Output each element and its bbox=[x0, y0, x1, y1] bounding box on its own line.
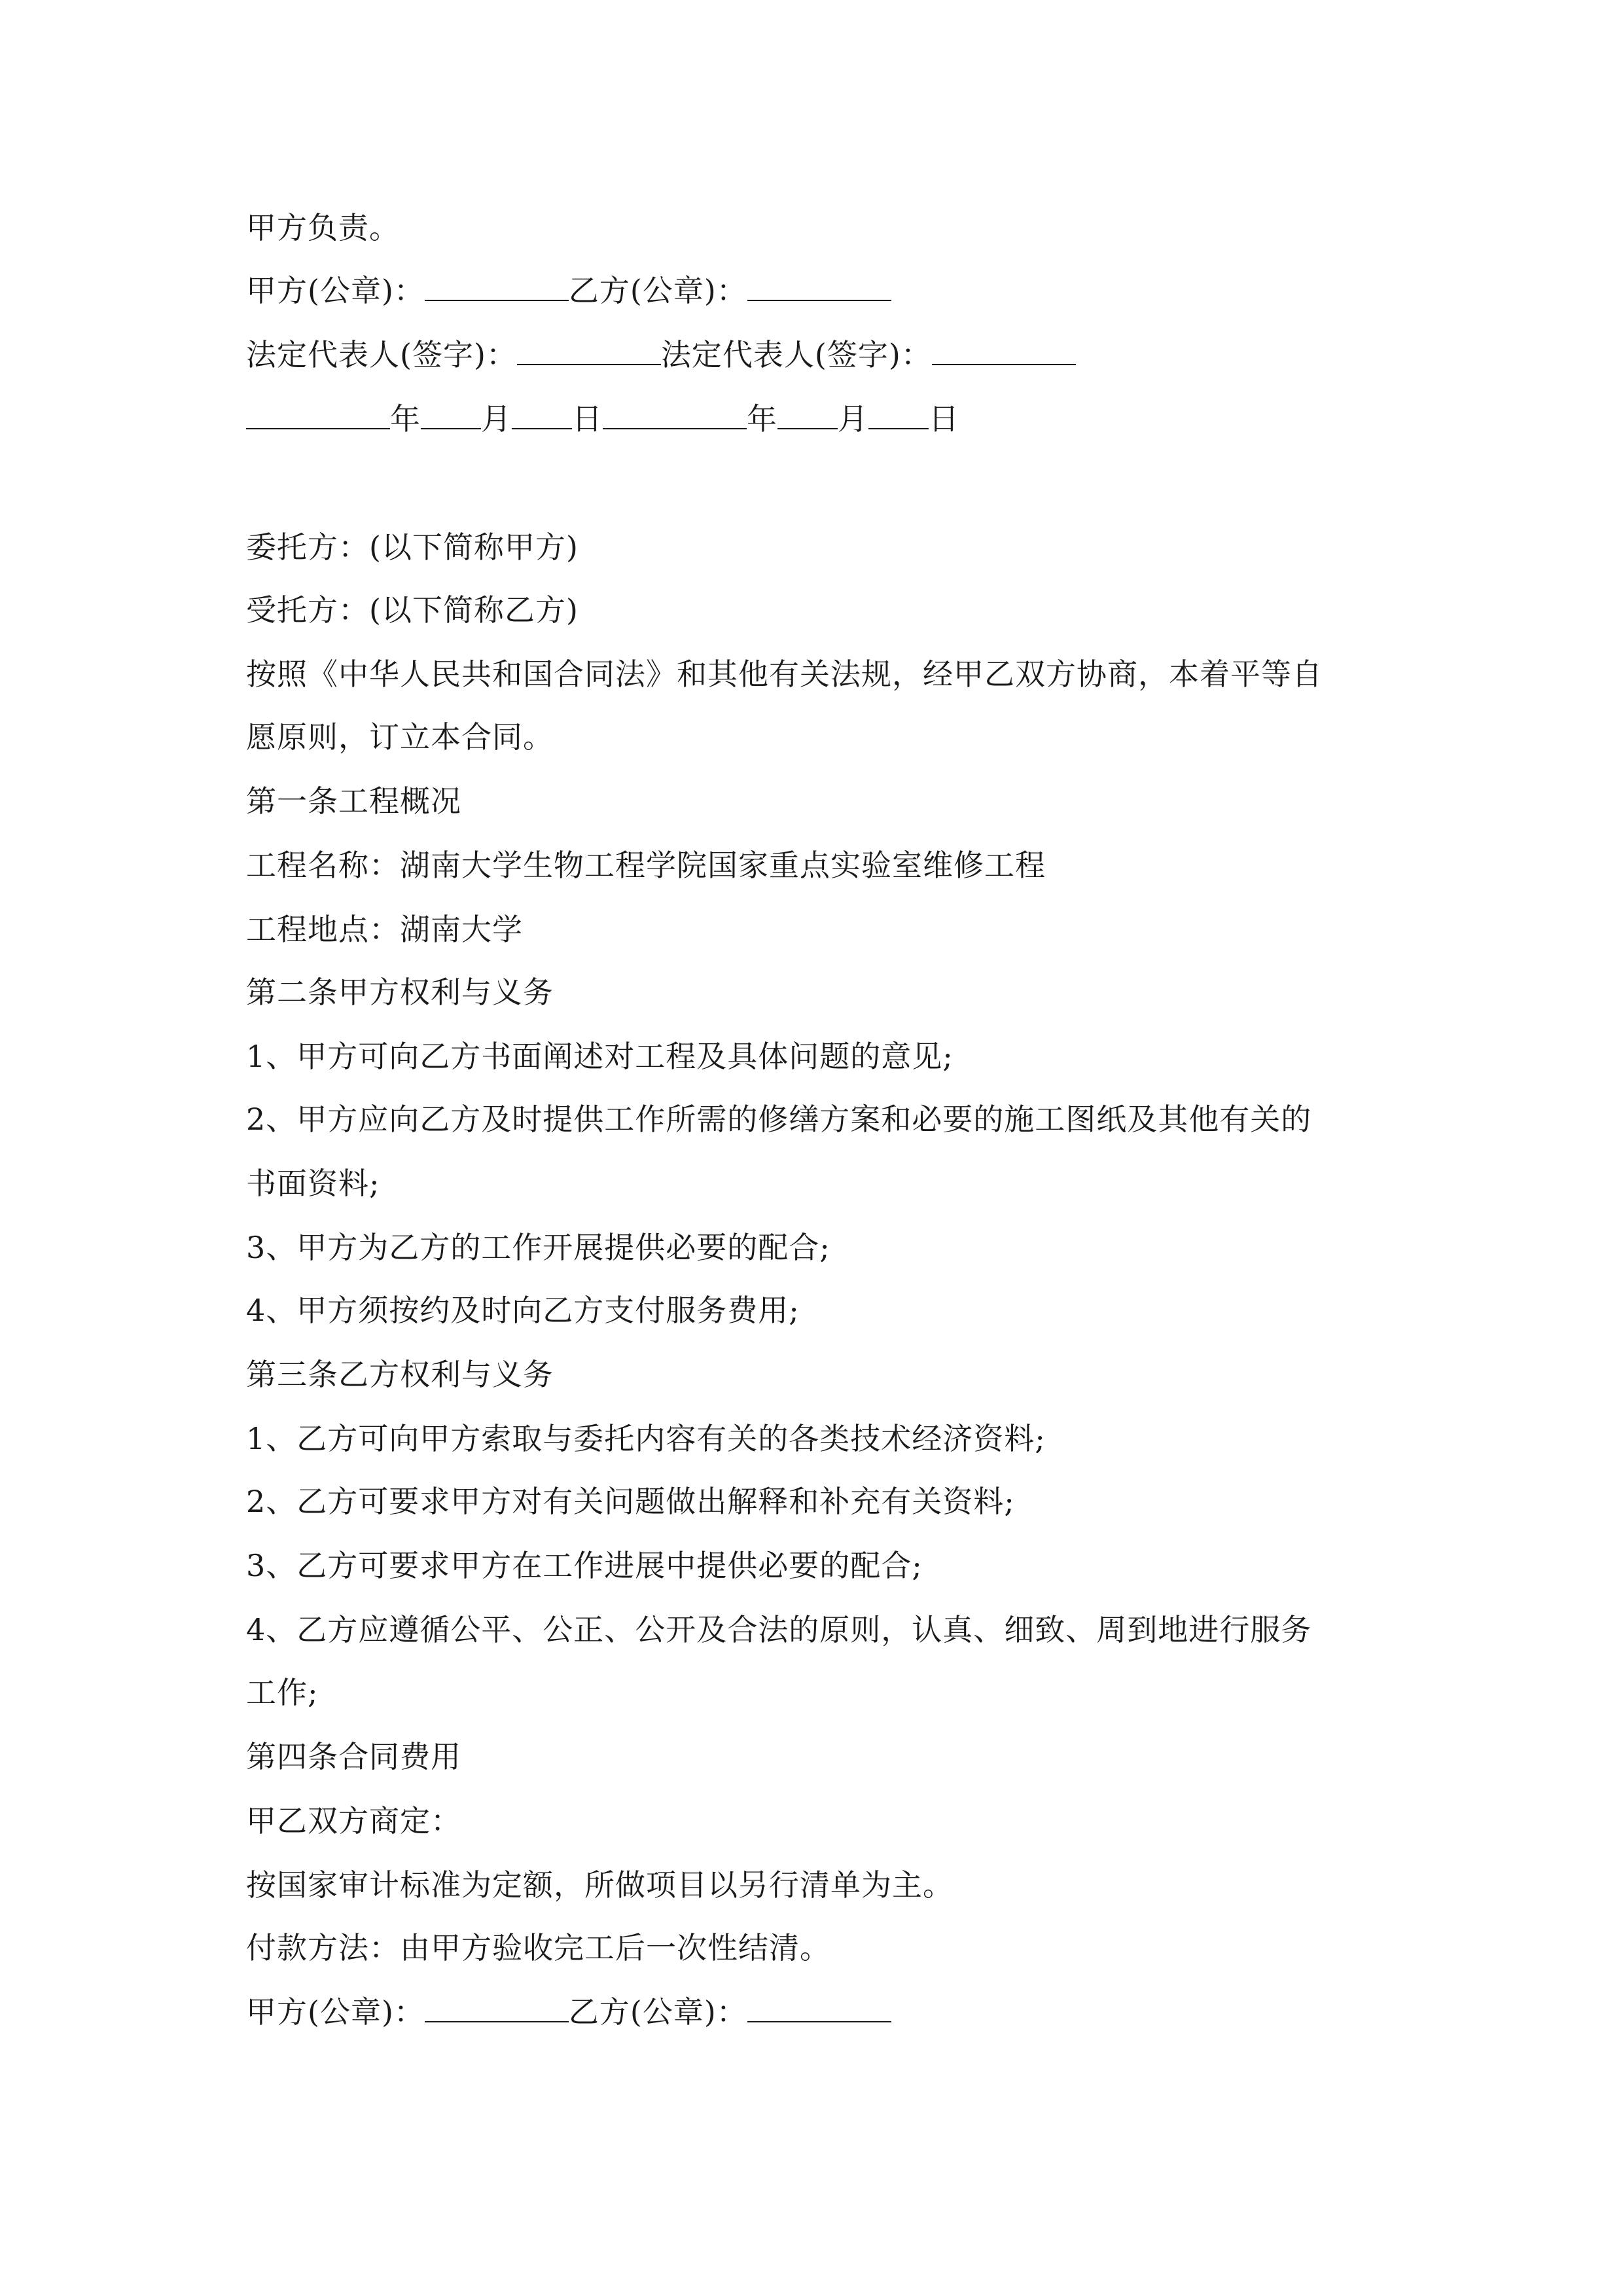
date-blank bbox=[246, 399, 390, 429]
year-label: 年 bbox=[747, 401, 777, 437]
list-item: 工作; bbox=[246, 1675, 319, 1710]
article-title: 第三条乙方权利与义务 bbox=[246, 1357, 554, 1392]
signature-row bbox=[246, 271, 891, 310]
signature-row bbox=[246, 1992, 891, 2032]
day-label: 日 bbox=[929, 401, 959, 437]
intro-line: 按照《中华人民共和国合同法》和其他有关法规，经甲乙双方协商，本着平等自 bbox=[246, 656, 1323, 692]
text-line: 付款方法：由甲方验收完工后一次性结清。 bbox=[246, 1930, 830, 1965]
party-a-seal-label: 甲方(公章)： bbox=[246, 1994, 425, 2030]
representative-row bbox=[246, 335, 1076, 374]
party-a-seal-label: 甲方(公章)： bbox=[246, 273, 425, 308]
date-blank bbox=[421, 399, 481, 429]
list-item: 3、乙方可要求甲方在工作进展中提供必要的配合; bbox=[246, 1548, 923, 1583]
list-item: 书面资料; bbox=[246, 1166, 380, 1201]
party-b-seal-label: 乙方(公章)： bbox=[568, 1994, 747, 2030]
client-line: 委托方：(以下简称甲方) bbox=[246, 529, 579, 565]
party-b-rep-label: 法定代表人(签字)： bbox=[660, 337, 932, 372]
list-item: 1、甲方可向乙方书面阐述对工程及具体问题的意见; bbox=[246, 1039, 954, 1074]
article-title: 第四条合同费用 bbox=[246, 1739, 461, 1774]
year-label: 年 bbox=[390, 401, 421, 437]
project-name: 工程名称：湖南大学生物工程学院国家重点实验室维修工程 bbox=[246, 848, 1046, 883]
intro-line: 愿原则，订立本合同。 bbox=[246, 719, 554, 755]
list-item: 4、乙方应遵循公平、公正、公开及合法的原则，认真、细致、周到地进行服务 bbox=[246, 1612, 1312, 1647]
article-title: 第二条甲方权利与义务 bbox=[246, 975, 554, 1010]
month-label: 月 bbox=[481, 401, 512, 437]
date-blank bbox=[603, 399, 747, 429]
list-item: 2、乙方可要求甲方对有关问题做出解释和补充有关资料; bbox=[246, 1484, 1015, 1519]
party-a-rep-label: 法定代表人(签字)： bbox=[246, 337, 517, 372]
list-item: 3、甲方为乙方的工作开展提供必要的配合; bbox=[246, 1230, 830, 1265]
project-site: 工程地点：湖南大学 bbox=[246, 912, 523, 947]
party-b-seal-label: 乙方(公章)： bbox=[568, 273, 747, 308]
date-row bbox=[246, 399, 959, 439]
signature-blank bbox=[932, 335, 1076, 365]
text-line: 甲方负责。 bbox=[246, 210, 400, 245]
text-line: 甲乙双方商定： bbox=[246, 1803, 461, 1839]
month-label: 月 bbox=[838, 401, 868, 437]
list-item: 1、乙方可向甲方索取与委托内容有关的各类技术经济资料; bbox=[246, 1421, 1046, 1456]
signature-blank bbox=[425, 271, 569, 301]
list-item: 2、甲方应向乙方及时提供工作所需的修缮方案和必要的施工图纸及其他有关的 bbox=[246, 1102, 1312, 1137]
article-title: 第一条工程概况 bbox=[246, 783, 461, 819]
contractor-line: 受托方：(以下简称乙方) bbox=[246, 592, 579, 628]
list-item: 4、甲方须按约及时向乙方支付服务费用; bbox=[246, 1293, 800, 1328]
date-blank bbox=[868, 399, 929, 429]
date-blank bbox=[512, 399, 572, 429]
signature-blank bbox=[517, 335, 661, 365]
signature-blank bbox=[747, 1992, 891, 2022]
date-blank bbox=[777, 399, 838, 429]
text-line: 按国家审计标准为定额，所做项目以另行清单为主。 bbox=[246, 1867, 954, 1903]
day-label: 日 bbox=[572, 401, 603, 437]
signature-blank bbox=[747, 271, 891, 301]
signature-blank bbox=[425, 1992, 569, 2022]
